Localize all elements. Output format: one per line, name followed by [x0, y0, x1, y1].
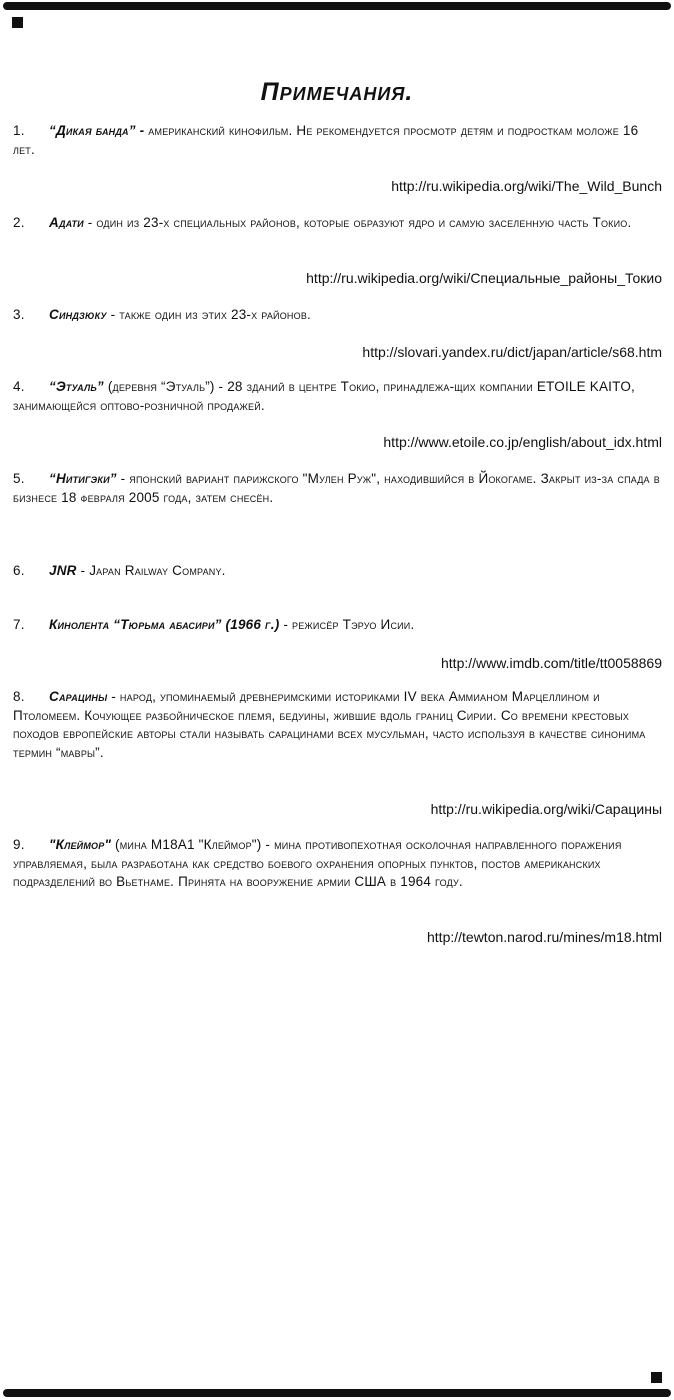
note-text: (мина M18A1 "Клеймор") - мина противопехотная осколочная направленного поражения управляемая, была разработана как средство боевого охранения опорных пунктов, постов американских подразделений во Вьетнаме. Принята на вооружение армии США в 1964 году.: [13, 837, 622, 889]
note-2: [13, 214, 661, 233]
note-7: [13, 616, 661, 635]
note-term: Сарацины: [49, 689, 108, 704]
note-4: [13, 378, 661, 415]
note-number: 3.: [13, 307, 25, 322]
note-3: [13, 306, 661, 325]
note-8-link[interactable]: http://ru.wikipedia.org/wiki/Сарацины: [430, 801, 662, 817]
note-number: 8.: [13, 689, 25, 704]
note-3-link[interactable]: http://slovari.yandex.ru/dict/japan/article/s68.htm: [362, 344, 662, 360]
note-9-link[interactable]: http://tewton.narod.ru/mines/m18.html: [427, 929, 662, 945]
note-term: Адати: [49, 215, 84, 230]
note-number: 9.: [13, 837, 25, 852]
corner-mark-top-left: [12, 17, 23, 28]
note-number: 4.: [13, 379, 25, 394]
note-term: "Клеймор": [49, 837, 112, 852]
note-6: [13, 562, 661, 581]
corner-mark-bottom-right: [651, 1372, 662, 1383]
note-text: - японский вариант парижского "Мулен Руж", находившийся в Йокогаме. Закрыт из-за спада в бизнесе 18 февраля 2005 года, затем снесён.: [13, 471, 660, 505]
note-number: 1.: [13, 123, 25, 138]
note-number: 5.: [13, 471, 25, 486]
note-text: - также один из этих 23-х районов.: [106, 307, 311, 322]
note-term: JNR: [49, 563, 77, 578]
note-text: американский кинофильм. Не рекомендуется просмотр детям и подросткам моложе 16 лет.: [13, 123, 639, 157]
note-term: “Дикая банда” -: [49, 123, 145, 138]
note-5: [13, 470, 661, 507]
note-number: 2.: [13, 215, 25, 230]
note-2-link[interactable]: http://ru.wikipedia.org/wiki/Специальные_районы_Токио: [306, 270, 662, 286]
note-term: Синдзюку: [49, 307, 107, 322]
note-text: - Japan Railway Company.: [76, 563, 226, 578]
page-title: Примечания.: [260, 78, 414, 106]
page-frame-bottom: [3, 1389, 671, 1397]
note-term: Кинолента “Тюрьма абасири” (1966 г.): [49, 617, 280, 632]
page-frame-top: [3, 2, 671, 10]
note-term: “Этуаль”: [49, 379, 104, 394]
note-text: - народ, упоминаемый древнеримскими историками IV века Аммианом Марцеллином и Птоломеем. Кочующее разбойническое племя, бедуины, жившие вдоль границ Сирии. Со времени крестовых походов европейские авторы стали называть сарацинами всех мусульман, часто используя в качестве синонима термин “мавры”.: [13, 689, 646, 760]
note-number: 7.: [13, 617, 25, 632]
note-1: [13, 122, 661, 159]
note-4-link[interactable]: http://www.etoile.co.jp/english/about_idx.html: [383, 434, 662, 450]
note-9: [13, 836, 661, 892]
note-text: - режисёр Тэруо Исии.: [279, 617, 415, 632]
note-7-link[interactable]: http://www.imdb.com/title/tt0058869: [441, 655, 662, 671]
note-text: - один из 23-х специальных районов, которые образуют ядро и самую заселенную часть Токио.: [83, 215, 632, 230]
note-text: (деревня “Этуаль”) - 28 зданий в центре Токио, принадлежа-щих компании ETOILE KAITO, занимающейся оптово-розничной продажей.: [13, 379, 635, 413]
note-8: [13, 688, 661, 762]
note-number: 6.: [13, 563, 25, 578]
note-1-link[interactable]: http://ru.wikipedia.org/wiki/The_Wild_Bunch: [391, 178, 662, 194]
note-term: “Нитигэки”: [49, 471, 117, 486]
